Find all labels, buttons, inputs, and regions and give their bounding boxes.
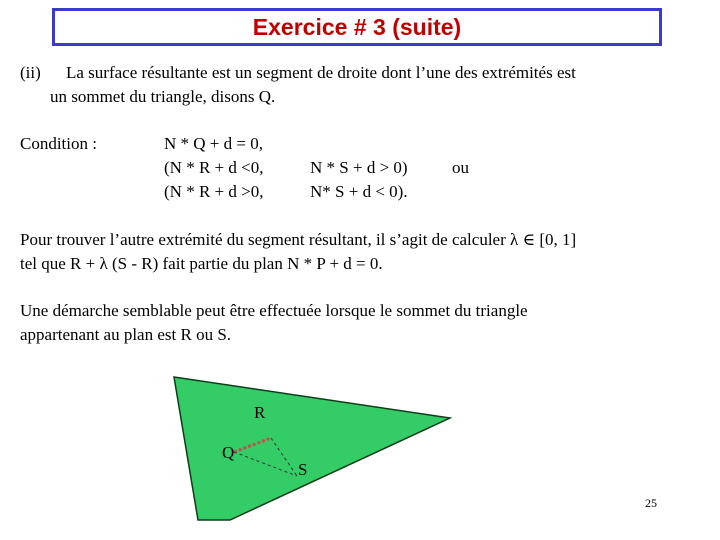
condition-ou: ou [452, 158, 469, 177]
para1-line2: un sommet du triangle, disons Q. [50, 87, 276, 106]
para1-line1: La surface résultante est un segment de droite dont l’une des extrémités est [66, 63, 576, 82]
condition-eq1: N * Q + d = 0, [164, 134, 263, 153]
label-s: S [298, 460, 308, 479]
condition-eq4: N * S + d > 0) [310, 158, 408, 177]
page-number: 25 [645, 496, 657, 510]
para3-line2: appartenant au plan est R ou S. [20, 325, 232, 344]
condition-eq2: (N * R + d <0, [164, 158, 264, 177]
condition-eq3: (N * R + d >0, [164, 182, 264, 201]
label-q: Q [222, 443, 235, 462]
condition-label: Condition : [20, 134, 97, 153]
para2-line2: tel que R + λ (S - R) fait partie du plan N * P + d = 0. [20, 254, 383, 273]
para2-line1: Pour trouver l’autre extrémité du segment résultant, il s’agit de calculer λ ∈ [0, 1] [20, 230, 577, 249]
label-r: R [254, 403, 266, 422]
condition-eq5: N* S + d < 0). [310, 182, 408, 201]
page-title: Exercice # 3 (suite) [252, 13, 462, 40]
plane-shape [174, 377, 450, 520]
para1-marker: (ii) [20, 63, 41, 82]
para3-line1: Une démarche semblable peut être effectuée lorsque le sommet du triangle [20, 301, 528, 320]
